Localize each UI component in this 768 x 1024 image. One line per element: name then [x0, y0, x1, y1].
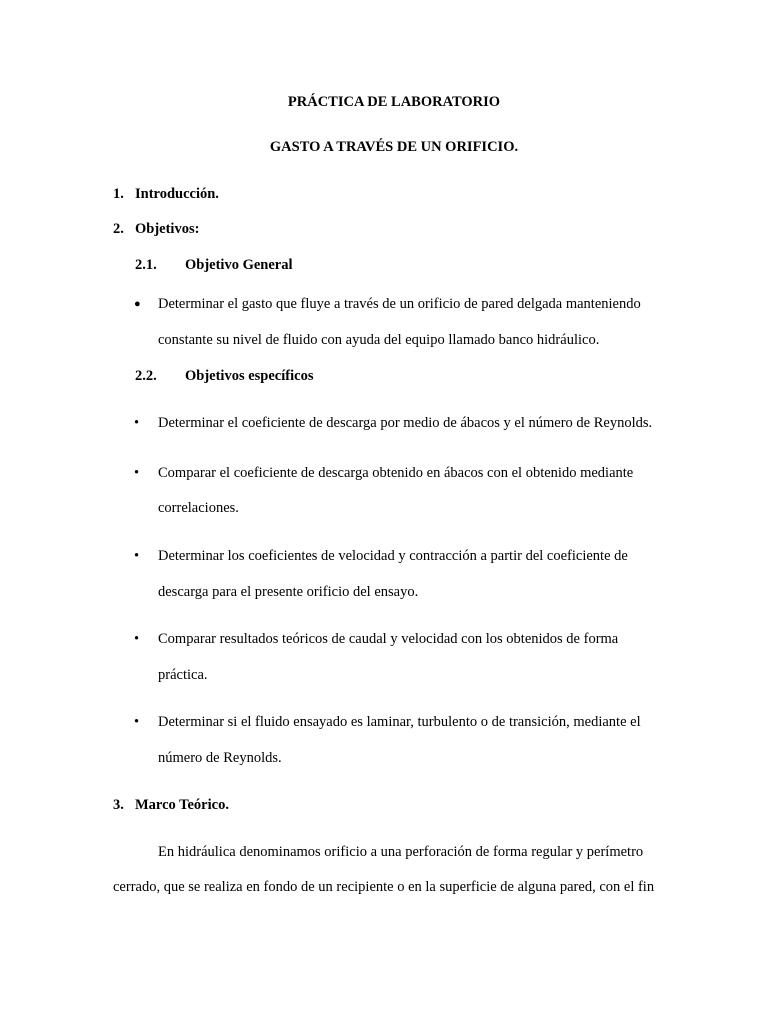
bullet-icon: •	[134, 415, 140, 431]
specific-objective-line: Determinar los coeficientes de velocidad y contracción a partir del coeficiente de	[158, 548, 628, 564]
bullet-icon: •	[134, 548, 140, 564]
section-number: 3.	[113, 797, 124, 813]
paragraph-line: cerrado, que se realiza en fondo de un recipiente o en la superficie de alguna pared, con el fin	[113, 879, 655, 895]
specific-objective-line: descarga para el presente orificio del ensayo.	[158, 584, 419, 600]
specific-objective-line: práctica.	[158, 667, 208, 683]
document-subtitle: GASTO A TRAVÉS DE UN ORIFICIO.	[269, 139, 519, 155]
bullet-icon: •	[134, 465, 140, 481]
specific-objective-line: Determinar el coeficiente de descarga por medio de ábacos y el número de Reynolds.	[158, 415, 653, 431]
specific-objective-line: Comparar resultados teóricos de caudal y velocidad con los obtenidos de forma	[158, 631, 619, 647]
bullet-icon: •	[134, 631, 140, 647]
paragraph-line: En hidráulica denominamos orificio a una perforación de forma regular y perímetro	[158, 844, 644, 860]
bullet-icon: •	[134, 714, 140, 730]
specific-objective-line: correlaciones.	[158, 500, 239, 516]
specific-objective-line: Determinar si el fluido ensayado es laminar, turbulento o de transición, mediante el	[158, 714, 641, 730]
subsection-number: 2.1.	[135, 257, 157, 273]
section-number: 2.	[113, 221, 124, 237]
bullet-icon: ●	[134, 298, 141, 310]
specific-objective-line: número de Reynolds.	[158, 750, 282, 766]
subsection-heading-objetivo-general: Objetivo General	[185, 257, 293, 273]
section-heading-marco-teorico: Marco Teórico.	[135, 797, 229, 813]
subsection-heading-objetivos-especificos: Objetivos específicos	[185, 368, 314, 384]
section-heading-introduccion: Introducción.	[135, 186, 219, 202]
section-number: 1.	[113, 186, 124, 202]
document-title: PRÁCTICA DE LABORATORIO	[287, 94, 501, 110]
section-heading-objetivos: Objetivos:	[135, 221, 200, 237]
general-objective-line: Determinar el gasto que fluye a través de un orificio de pared delgada manteniendo	[158, 296, 641, 312]
subsection-number: 2.2.	[135, 368, 157, 384]
general-objective-line: constante su nivel de fluido con ayuda del equipo llamado banco hidráulico.	[158, 332, 600, 348]
specific-objective-line: Comparar el coeficiente de descarga obtenido en ábacos con el obtenido mediante	[158, 465, 634, 481]
